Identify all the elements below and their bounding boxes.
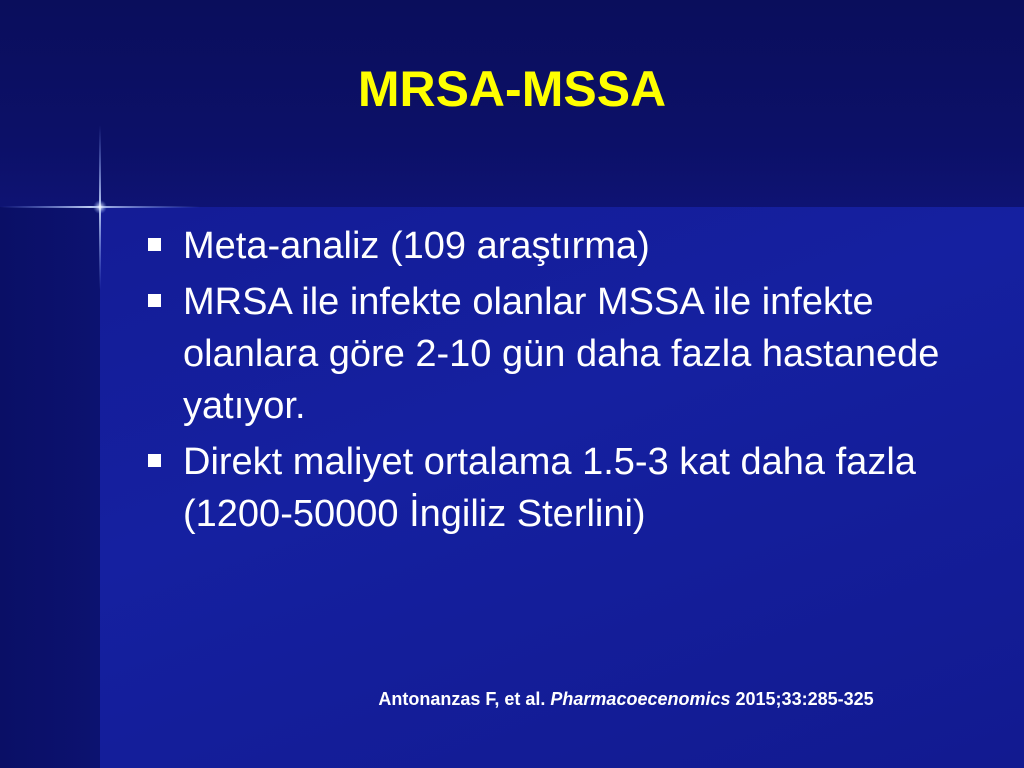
bullet-list	[145, 220, 995, 544]
bullet-text: MRSA ile infekte olanlar MSSA ile infekte olanlara göre 2-10 gün daha fazla hastanede yatıyor.	[183, 281, 940, 427]
citation	[0, 686, 1024, 712]
square-bullet-icon	[148, 454, 161, 467]
left-band	[0, 207, 100, 768]
bullet-text: Meta-analiz (109 araştırma)	[183, 225, 650, 267]
slide-title: MRSA-MSSA	[357, 61, 667, 117]
citation-journal: Pharmacoecenomics	[550, 689, 731, 709]
bullet-item	[145, 276, 995, 432]
square-bullet-icon	[148, 294, 161, 307]
square-bullet-icon	[148, 238, 161, 251]
citation-authors: Antonanzas F, et al.	[378, 689, 546, 709]
citation-reference: 2015;33:285-325	[735, 689, 874, 709]
bullet-item	[145, 220, 995, 272]
bullet-item	[145, 436, 995, 540]
bullet-text: Direkt maliyet ortalama 1.5-3 kat daha fazla (1200-50000 İngiliz Sterlini)	[183, 441, 916, 535]
